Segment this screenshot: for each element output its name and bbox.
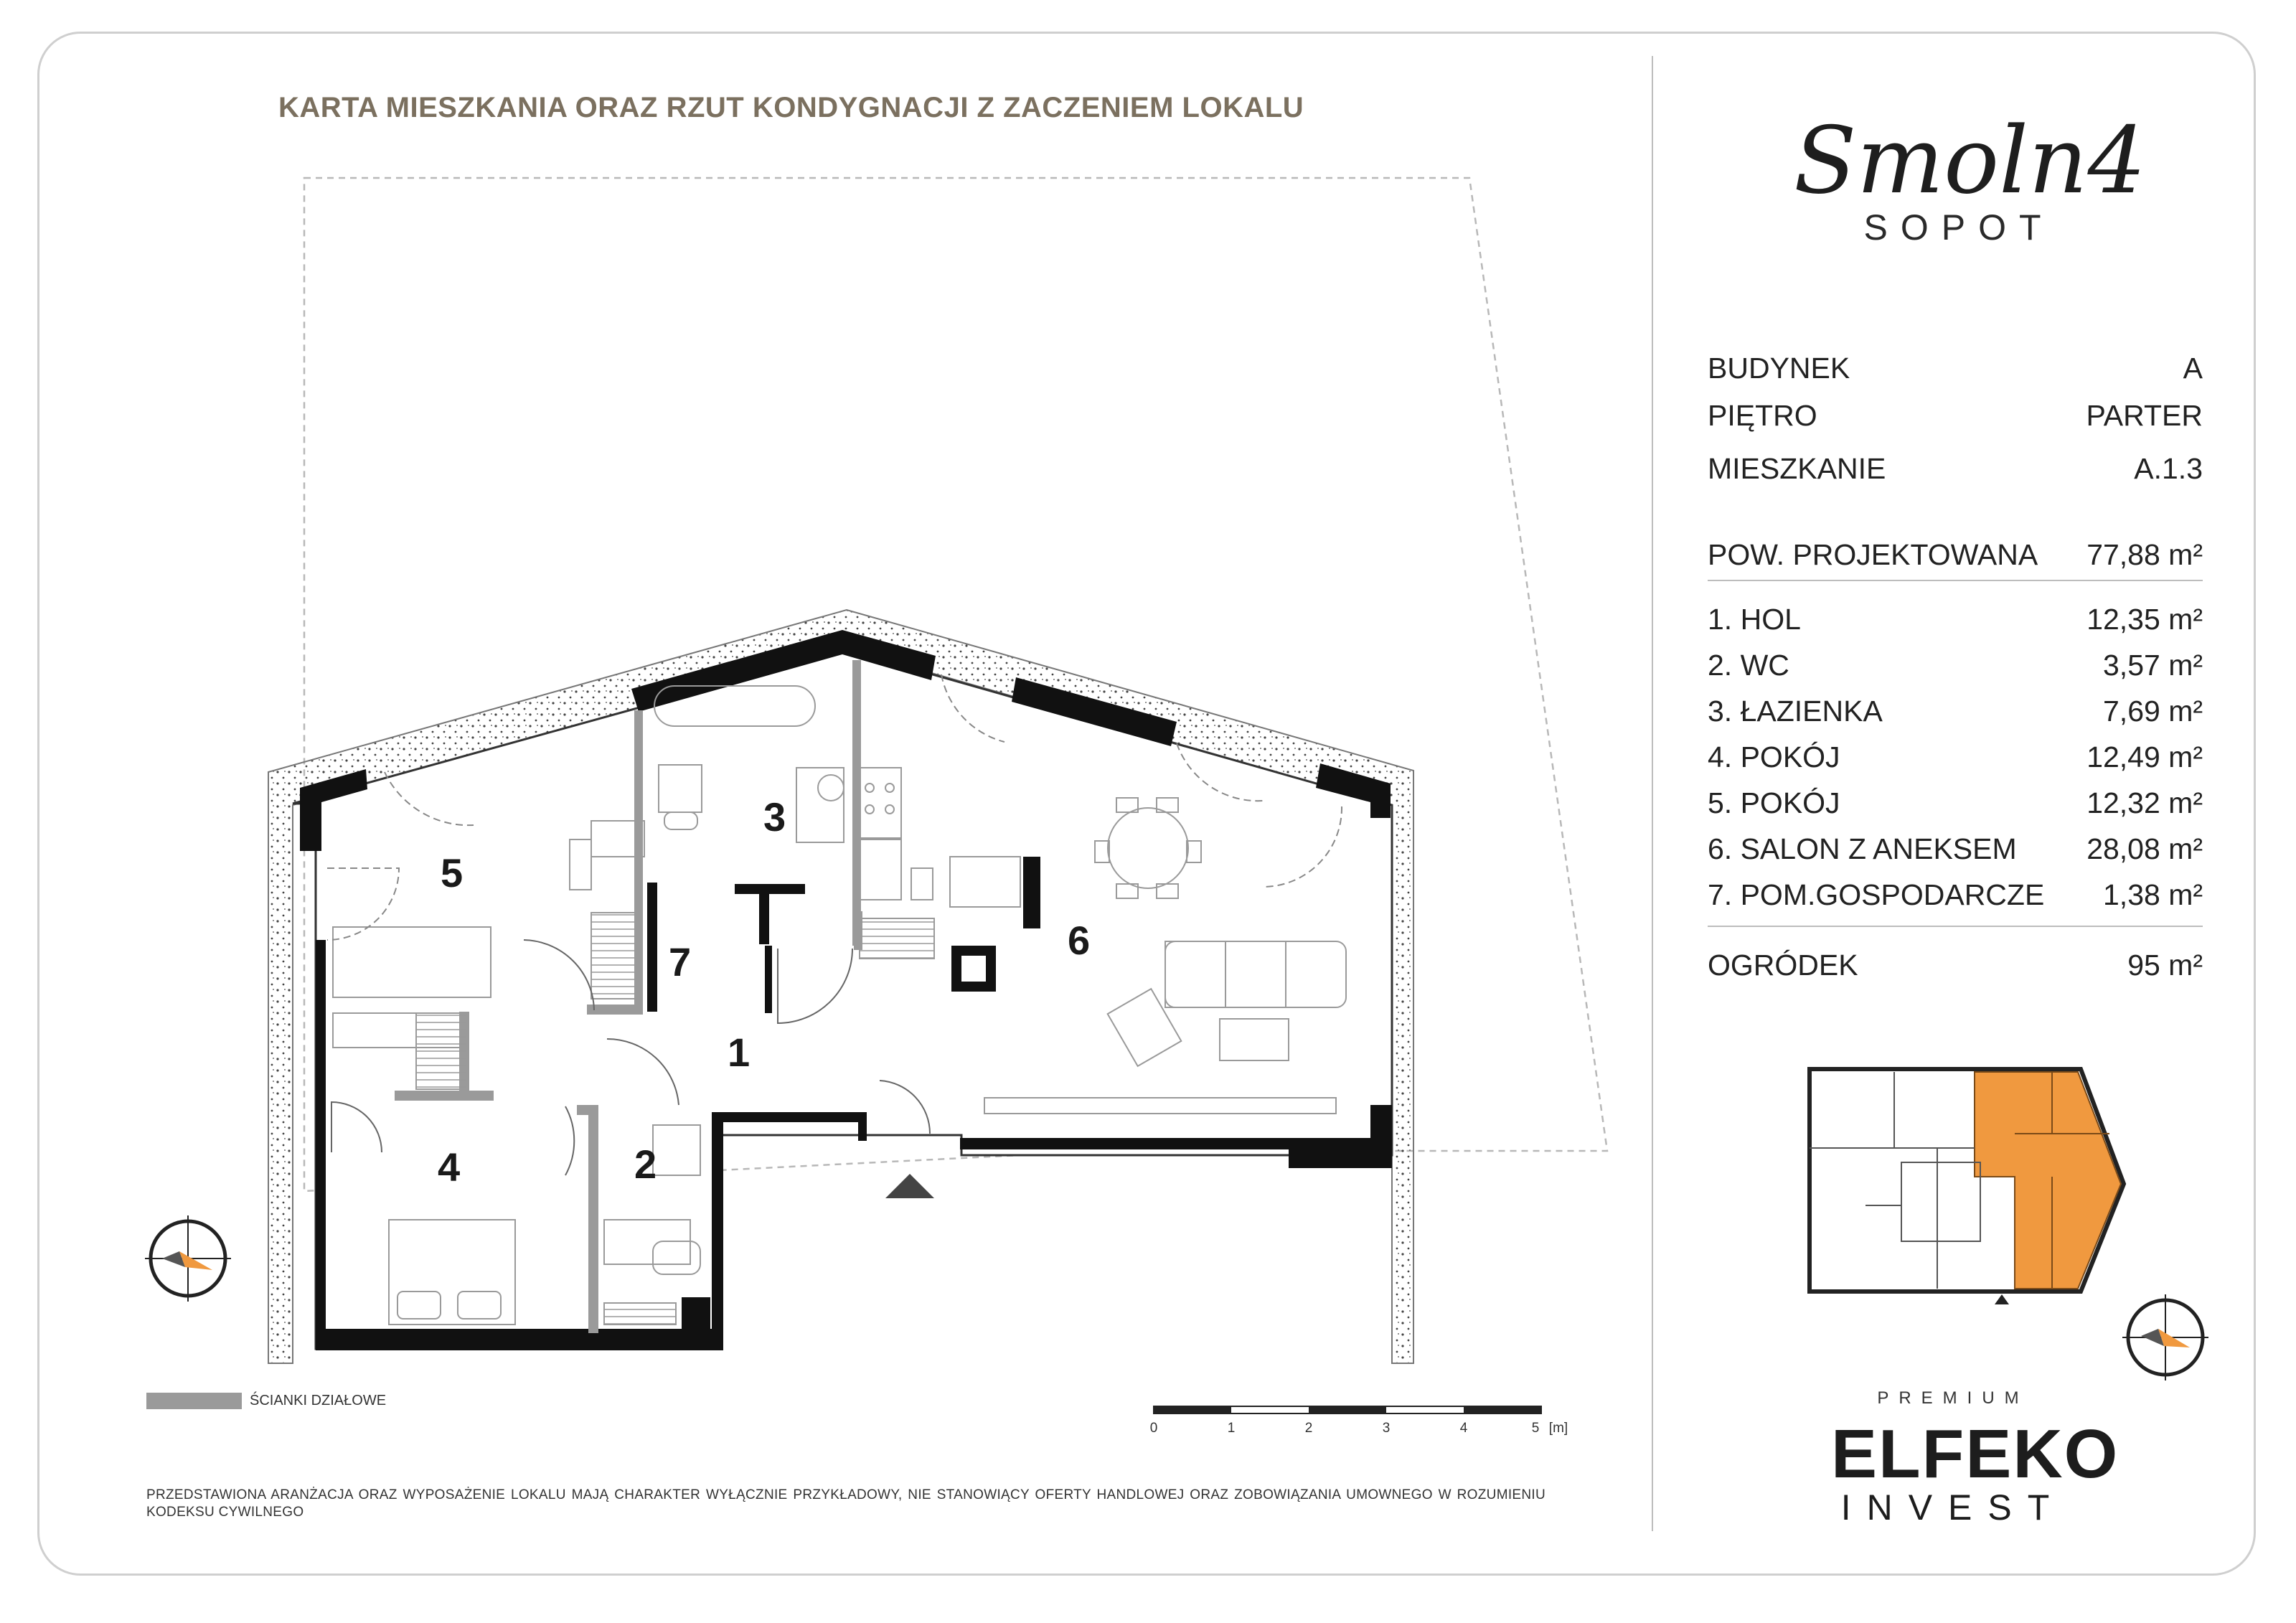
scale-tick-0: 0 — [1149, 1421, 1158, 1436]
room-number-1: 1 — [728, 1030, 751, 1075]
room-label: 1. HOL — [1708, 603, 1801, 636]
key-plan — [1810, 1069, 2124, 1304]
document-title: KARTA MIESZKANIA ORAZ RZUT KONDYGNACJI Z ZACZENIEM LOKALU — [278, 92, 1304, 123]
legend-label: ŚCIANKI DZIAŁOWE — [250, 1393, 387, 1408]
info-garden-label: OGRÓDEK — [1708, 949, 1858, 982]
room-number-6: 6 — [1068, 918, 1091, 963]
scale-tick-1: 1 — [1227, 1421, 1236, 1436]
scale-tick-2: 2 — [1304, 1421, 1313, 1436]
info-area-label: POW. PROJEKTOWANA — [1708, 538, 2038, 571]
info-area-value: 77,88 m² — [2086, 538, 2203, 571]
info-building-label: BUDYNEK — [1708, 352, 1850, 385]
room-label: 2. WC — [1708, 649, 1789, 682]
compass-left-icon — [145, 1215, 231, 1302]
brand-subname: INVEST — [1840, 1487, 2066, 1528]
room-area: 12,35 m² — [2086, 603, 2203, 636]
brand-logo-subtitle: SOPOT — [1863, 207, 2054, 248]
info-building-value: A — [2183, 352, 2203, 385]
room-area: 28,08 m² — [2086, 832, 2203, 865]
room-area: 1,38 m² — [2103, 878, 2203, 911]
room-label: 3. ŁAZIENKA — [1708, 695, 1883, 728]
room-label: 6. SALON Z ANEKSEM — [1708, 832, 2017, 865]
info-apartment-value: A.1.3 — [2134, 452, 2203, 485]
info-floor-label: PIĘTRO — [1708, 399, 1817, 432]
room-number-5: 5 — [441, 850, 464, 895]
scale-tick-4: 4 — [1459, 1421, 1468, 1436]
scale-bar — [1150, 1406, 1568, 1436]
scale-tick-3: 3 — [1382, 1421, 1391, 1436]
room-number-7: 7 — [669, 939, 692, 984]
compass-right-icon — [2122, 1294, 2208, 1380]
disclaimer-text: PRZEDSTAWIONA ARANŻACJA ORAZ WYPOSAŻENIE LOKALU MAJĄ CHARAKTER WYŁĄCZNIE PRZYKŁADOWY, NIE STANOWIĄCY OFERTY HANDLOWEJ ORAZ ZOBOWIĄZANIA UMOWNEGO W ROZUMIENIU KODEKSU CYWILNEGO — [146, 1487, 1545, 1520]
room-number-3: 3 — [763, 794, 786, 839]
room-number-2: 2 — [634, 1142, 657, 1187]
room-label: 4. POKÓJ — [1708, 740, 1840, 773]
separator-line — [1708, 580, 2203, 581]
separator-line — [1708, 926, 2203, 927]
legend-swatch — [146, 1393, 242, 1409]
brand-premium: PREMIUM — [1877, 1388, 2029, 1408]
room-area: 3,57 m² — [2103, 649, 2203, 682]
room-area: 12,49 m² — [2086, 740, 2203, 773]
brand-name: ELFEKO — [1831, 1416, 2119, 1492]
room-area: 7,69 m² — [2103, 695, 2203, 728]
brand-logo-script: Smoln4 — [1794, 108, 2146, 215]
room-area: 12,32 m² — [2086, 786, 2203, 819]
room-label: 7. POM.GOSPODARCZE — [1708, 878, 2045, 911]
info-garden-value: 95 m² — [2127, 949, 2203, 982]
scale-unit: [m] — [1548, 1421, 1568, 1436]
scale-tick-5: 5 — [1531, 1421, 1540, 1436]
room-number-4: 4 — [438, 1144, 461, 1190]
room-label: 5. POKÓJ — [1708, 786, 1840, 819]
info-apartment-label: MIESZKANIE — [1708, 452, 1886, 485]
info-floor-value: PARTER — [2086, 399, 2203, 432]
entrance-arrow — [885, 1174, 934, 1198]
